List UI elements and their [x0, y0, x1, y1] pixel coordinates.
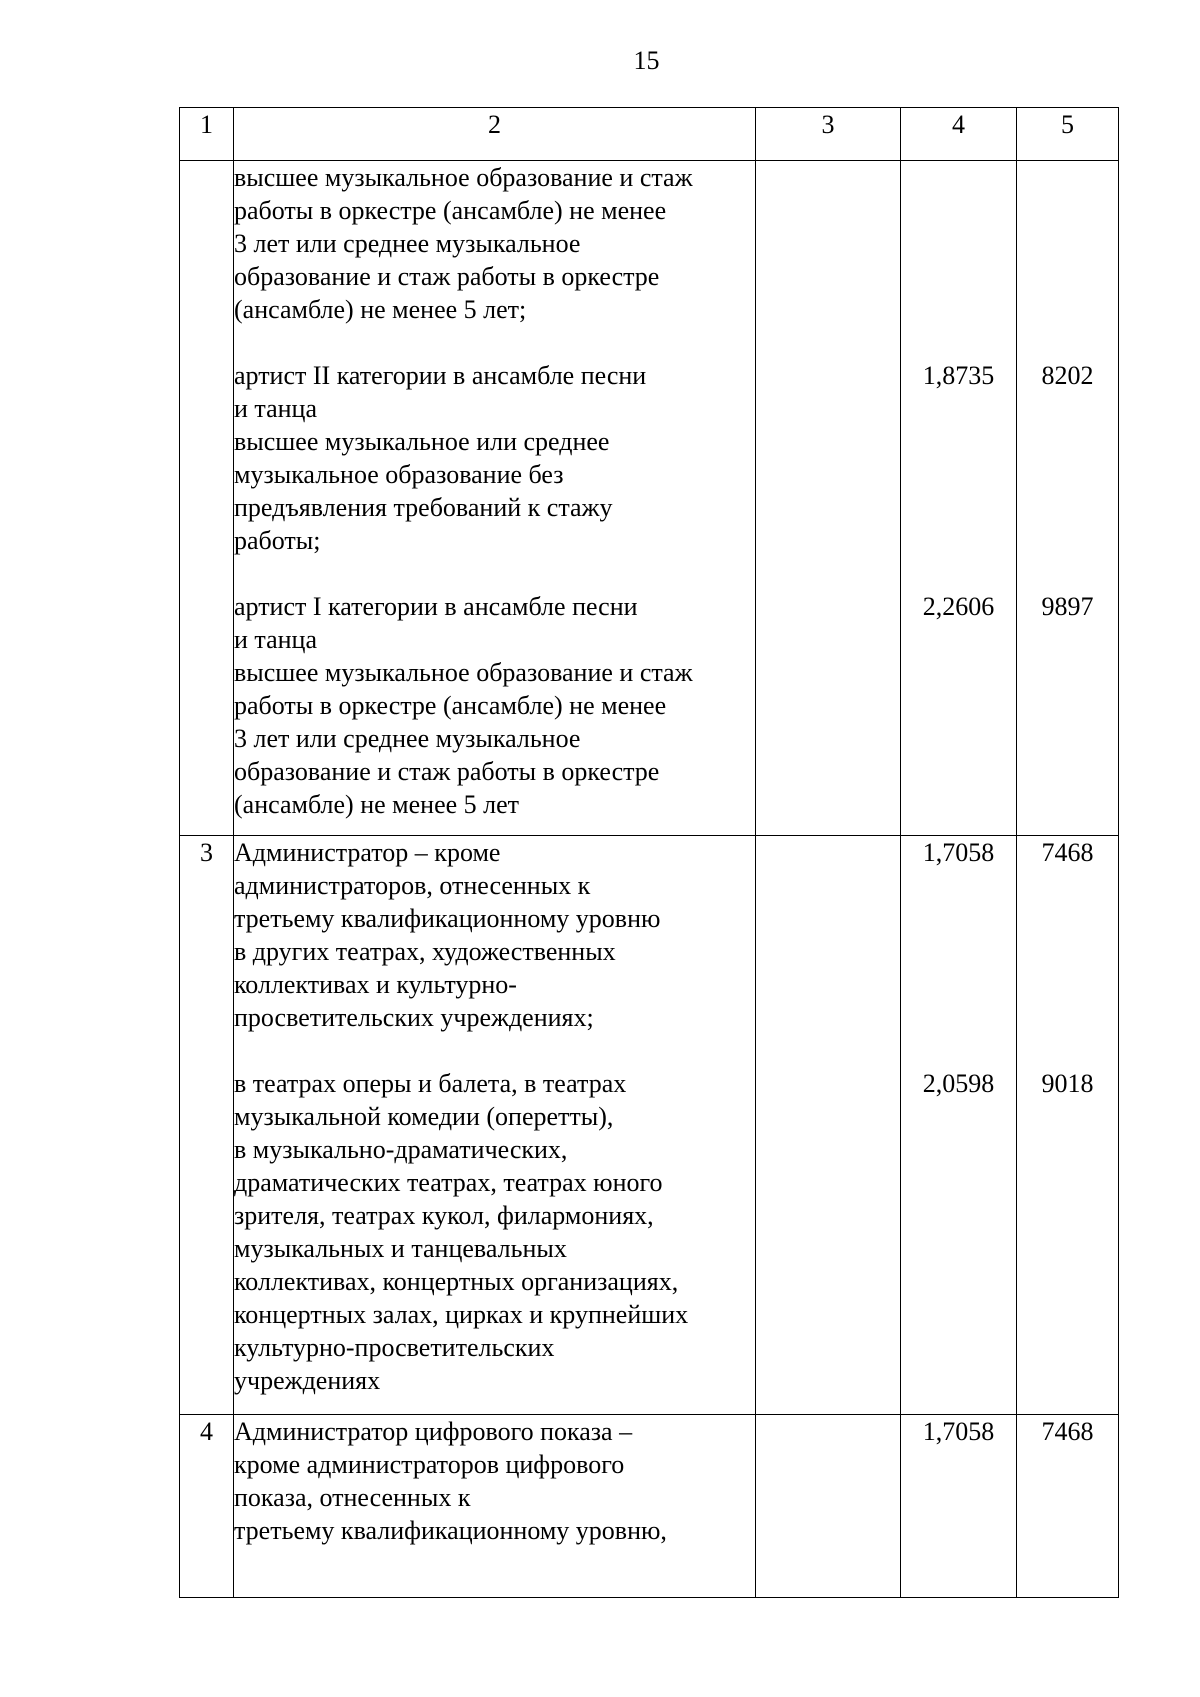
header-cell-2: 2 — [234, 108, 756, 161]
text-line: зрителя, театрах кукол, филармониях, — [234, 1201, 654, 1230]
row-number: 4 — [180, 1415, 234, 1598]
text-line: высшее музыкальное или среднее — [234, 427, 610, 456]
text-line: культурно-просветительских — [234, 1333, 555, 1362]
salary-value: 7468 — [1041, 1417, 1094, 1446]
text-line: 3 лет или среднее музыкальное — [234, 229, 581, 258]
text-line: 3 лет или среднее музыкальное — [234, 724, 581, 753]
salary-cell — [1017, 1415, 1119, 1598]
text-line: просветительских учреждениях; — [234, 1003, 594, 1032]
text-line: работы; — [234, 526, 321, 555]
column-3-cell — [756, 161, 901, 836]
text-line: образование и стаж работы в оркестре — [234, 262, 660, 291]
coefficient-value: 1,7058 — [922, 838, 995, 867]
text-line: и танца — [234, 625, 318, 654]
salary-value: 9897 — [1041, 592, 1094, 621]
coefficient-cell — [901, 161, 1017, 836]
text-line: высшее музыкальное образование и стаж — [234, 658, 693, 687]
header-cell-5: 5 — [1017, 108, 1119, 161]
column-3-cell — [756, 836, 901, 1415]
coefficient-value: 2,0598 — [922, 1069, 995, 1098]
text-line: коллективах и культурно- — [234, 970, 517, 999]
text-line: (ансамбле) не менее 5 лет; — [234, 295, 527, 324]
text-line: администраторов, отнесенных к — [234, 871, 591, 900]
text-line: драматических театрах, театрах юного — [234, 1168, 663, 1197]
position-description — [234, 836, 756, 1415]
text-line: концертных залах, цирках и крупнейших — [234, 1300, 689, 1329]
row-number — [180, 161, 234, 836]
text-line: музыкальных и танцевальных — [234, 1234, 567, 1263]
position-description — [234, 161, 756, 836]
text-line: Администратор – кроме — [234, 838, 501, 867]
text-line: третьему квалификационному уровню, — [234, 1516, 667, 1545]
salary-value: 7468 — [1041, 838, 1094, 867]
text-line: (ансамбле) не менее 5 лет — [234, 790, 520, 819]
text-line: Администратор цифрового показа – — [234, 1417, 633, 1446]
header-cell-3: 3 — [756, 108, 901, 161]
text-line: показа, отнесенных к — [234, 1483, 471, 1512]
table-row — [180, 1415, 1119, 1598]
text-line: работы в оркестре (ансамбле) не менее — [234, 691, 667, 720]
text-line: в других театрах, художественных — [234, 937, 616, 966]
text-line: артист II категории в ансамбле песни — [234, 361, 647, 390]
text-line: коллективах, концертных организациях, — [234, 1267, 679, 1296]
coefficient-value: 1,7058 — [922, 1417, 995, 1446]
header-cell-1: 1 — [180, 108, 234, 161]
table-row — [180, 836, 1119, 1415]
text-line: предъявления требований к стажу — [234, 493, 613, 522]
salary-value: 8202 — [1041, 361, 1094, 390]
salary-cell — [1017, 836, 1119, 1415]
text-line: музыкальной комедии (оперетты), — [234, 1102, 614, 1131]
header-cell-4: 4 — [901, 108, 1017, 161]
text-line: в музыкально-драматических, — [234, 1135, 568, 1164]
text-line: высшее музыкальное образование и стаж — [234, 163, 693, 192]
text-line: музыкальное образование без — [234, 460, 564, 489]
position-description — [234, 1415, 756, 1598]
salary-cell — [1017, 161, 1119, 836]
column-3-cell — [756, 1415, 901, 1598]
text-line: работы в оркестре (ансамбле) не менее — [234, 196, 667, 225]
coefficient-value: 1,8735 — [922, 361, 995, 390]
table-row — [180, 161, 1119, 836]
coefficient-cell — [901, 836, 1017, 1415]
text-line: образование и стаж работы в оркестре — [234, 757, 660, 786]
text-line: и танца — [234, 394, 318, 423]
salary-table — [179, 107, 1119, 1598]
text-line: кроме администраторов цифрового — [234, 1450, 625, 1479]
text-line: третьему квалификационному уровню — [234, 904, 661, 933]
table-header-row — [180, 108, 1119, 161]
coefficient-cell — [901, 1415, 1017, 1598]
row-number: 3 — [180, 836, 234, 1415]
salary-value: 9018 — [1041, 1069, 1094, 1098]
page-number: 15 — [633, 46, 660, 75]
coefficient-value: 2,2606 — [922, 592, 995, 621]
text-line: артист I категории в ансамбле песни — [234, 592, 638, 621]
text-line: учреждениях — [234, 1366, 381, 1395]
text-line: в театрах оперы и балета, в театрах — [234, 1069, 627, 1098]
